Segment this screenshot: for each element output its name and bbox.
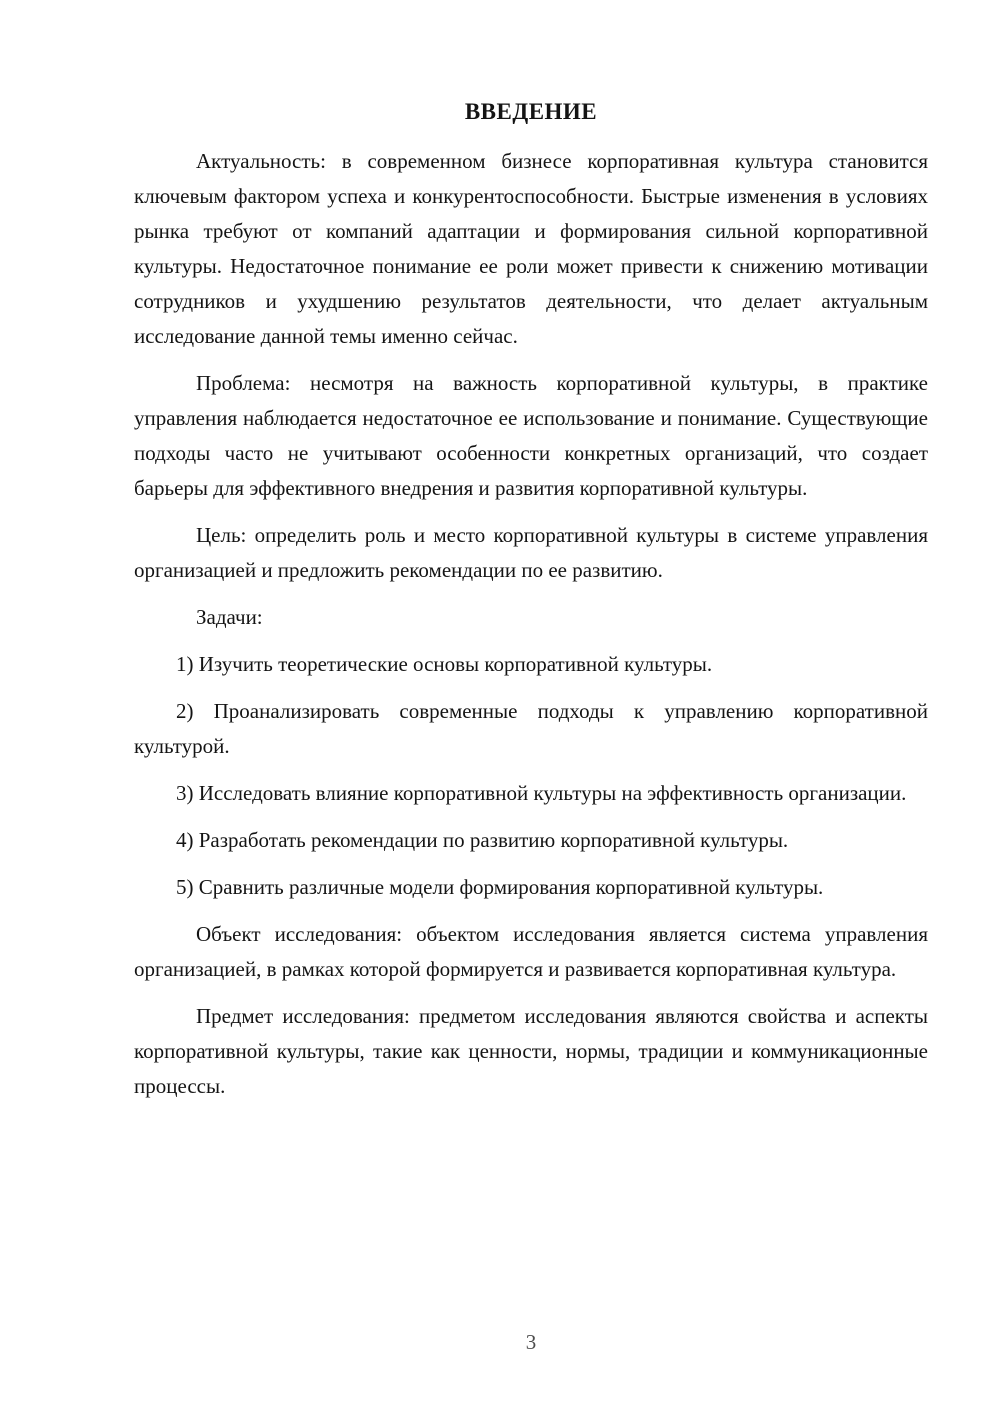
- paragraph-tsel: Цель: определить роль и место корпоративной культуры в системе управления организацией и предложить рекомендации по ее развитию.: [134, 523, 928, 582]
- list-item-task-2: 2) Проанализировать современные подходы к управлению корпоративной культурой.: [134, 699, 928, 758]
- list-item-task-1: 1) Изучить теоретические основы корпоративной культуры.: [176, 652, 713, 676]
- paragraph-actualnost: Актуальность: в современном бизнесе корпоративная культура становится ключевым фактором успеха и конкурентоспособности. Быстрые изменения в условиях рынка требуют от компаний адаптации и формирования сильной корпоративной культуры. Недостаточное понимание ее роли может привести к снижению мотивации сотрудников и ухудшению результатов деятельности, что делает актуальным исследование данной темы именно сейчас.: [134, 149, 928, 348]
- page-number: 3: [525, 1330, 537, 1354]
- paragraph-zadachi-heading: Задачи:: [196, 605, 263, 629]
- paragraph-predmet: Предмет исследования: предметом исследования являются свойства и аспекты корпоративной культуры, такие как ценности, нормы, традиции и коммуникационные процессы.: [134, 1004, 928, 1098]
- list-item-task-4: 4) Разработать рекомендации по развитию корпоративной культуры.: [176, 828, 789, 852]
- page-title: ВВЕДЕНИЕ: [464, 99, 598, 124]
- list-item-task-3: 3) Исследовать влияние корпоративной культуры на эффективность организации.: [176, 781, 907, 805]
- text-block: [134, 94, 928, 1116]
- list-item-task-5: 5) Сравнить различные модели формирования корпоративной культуры.: [176, 875, 824, 899]
- paragraph-problema: Проблема: несмотря на важность корпоративной культуры, в практике управления наблюдается недостаточное ее использование и понимание. Существующие подходы часто не учитывают особенности конкретных организаций, что создает барьеры для эффективного внедрения и развития корпоративной культуры.: [134, 371, 928, 500]
- paragraph-obekt: Объект исследования: объектом исследования является система управления организацией, в рамках которой формируется и развивается корпоративная культура.: [134, 922, 928, 981]
